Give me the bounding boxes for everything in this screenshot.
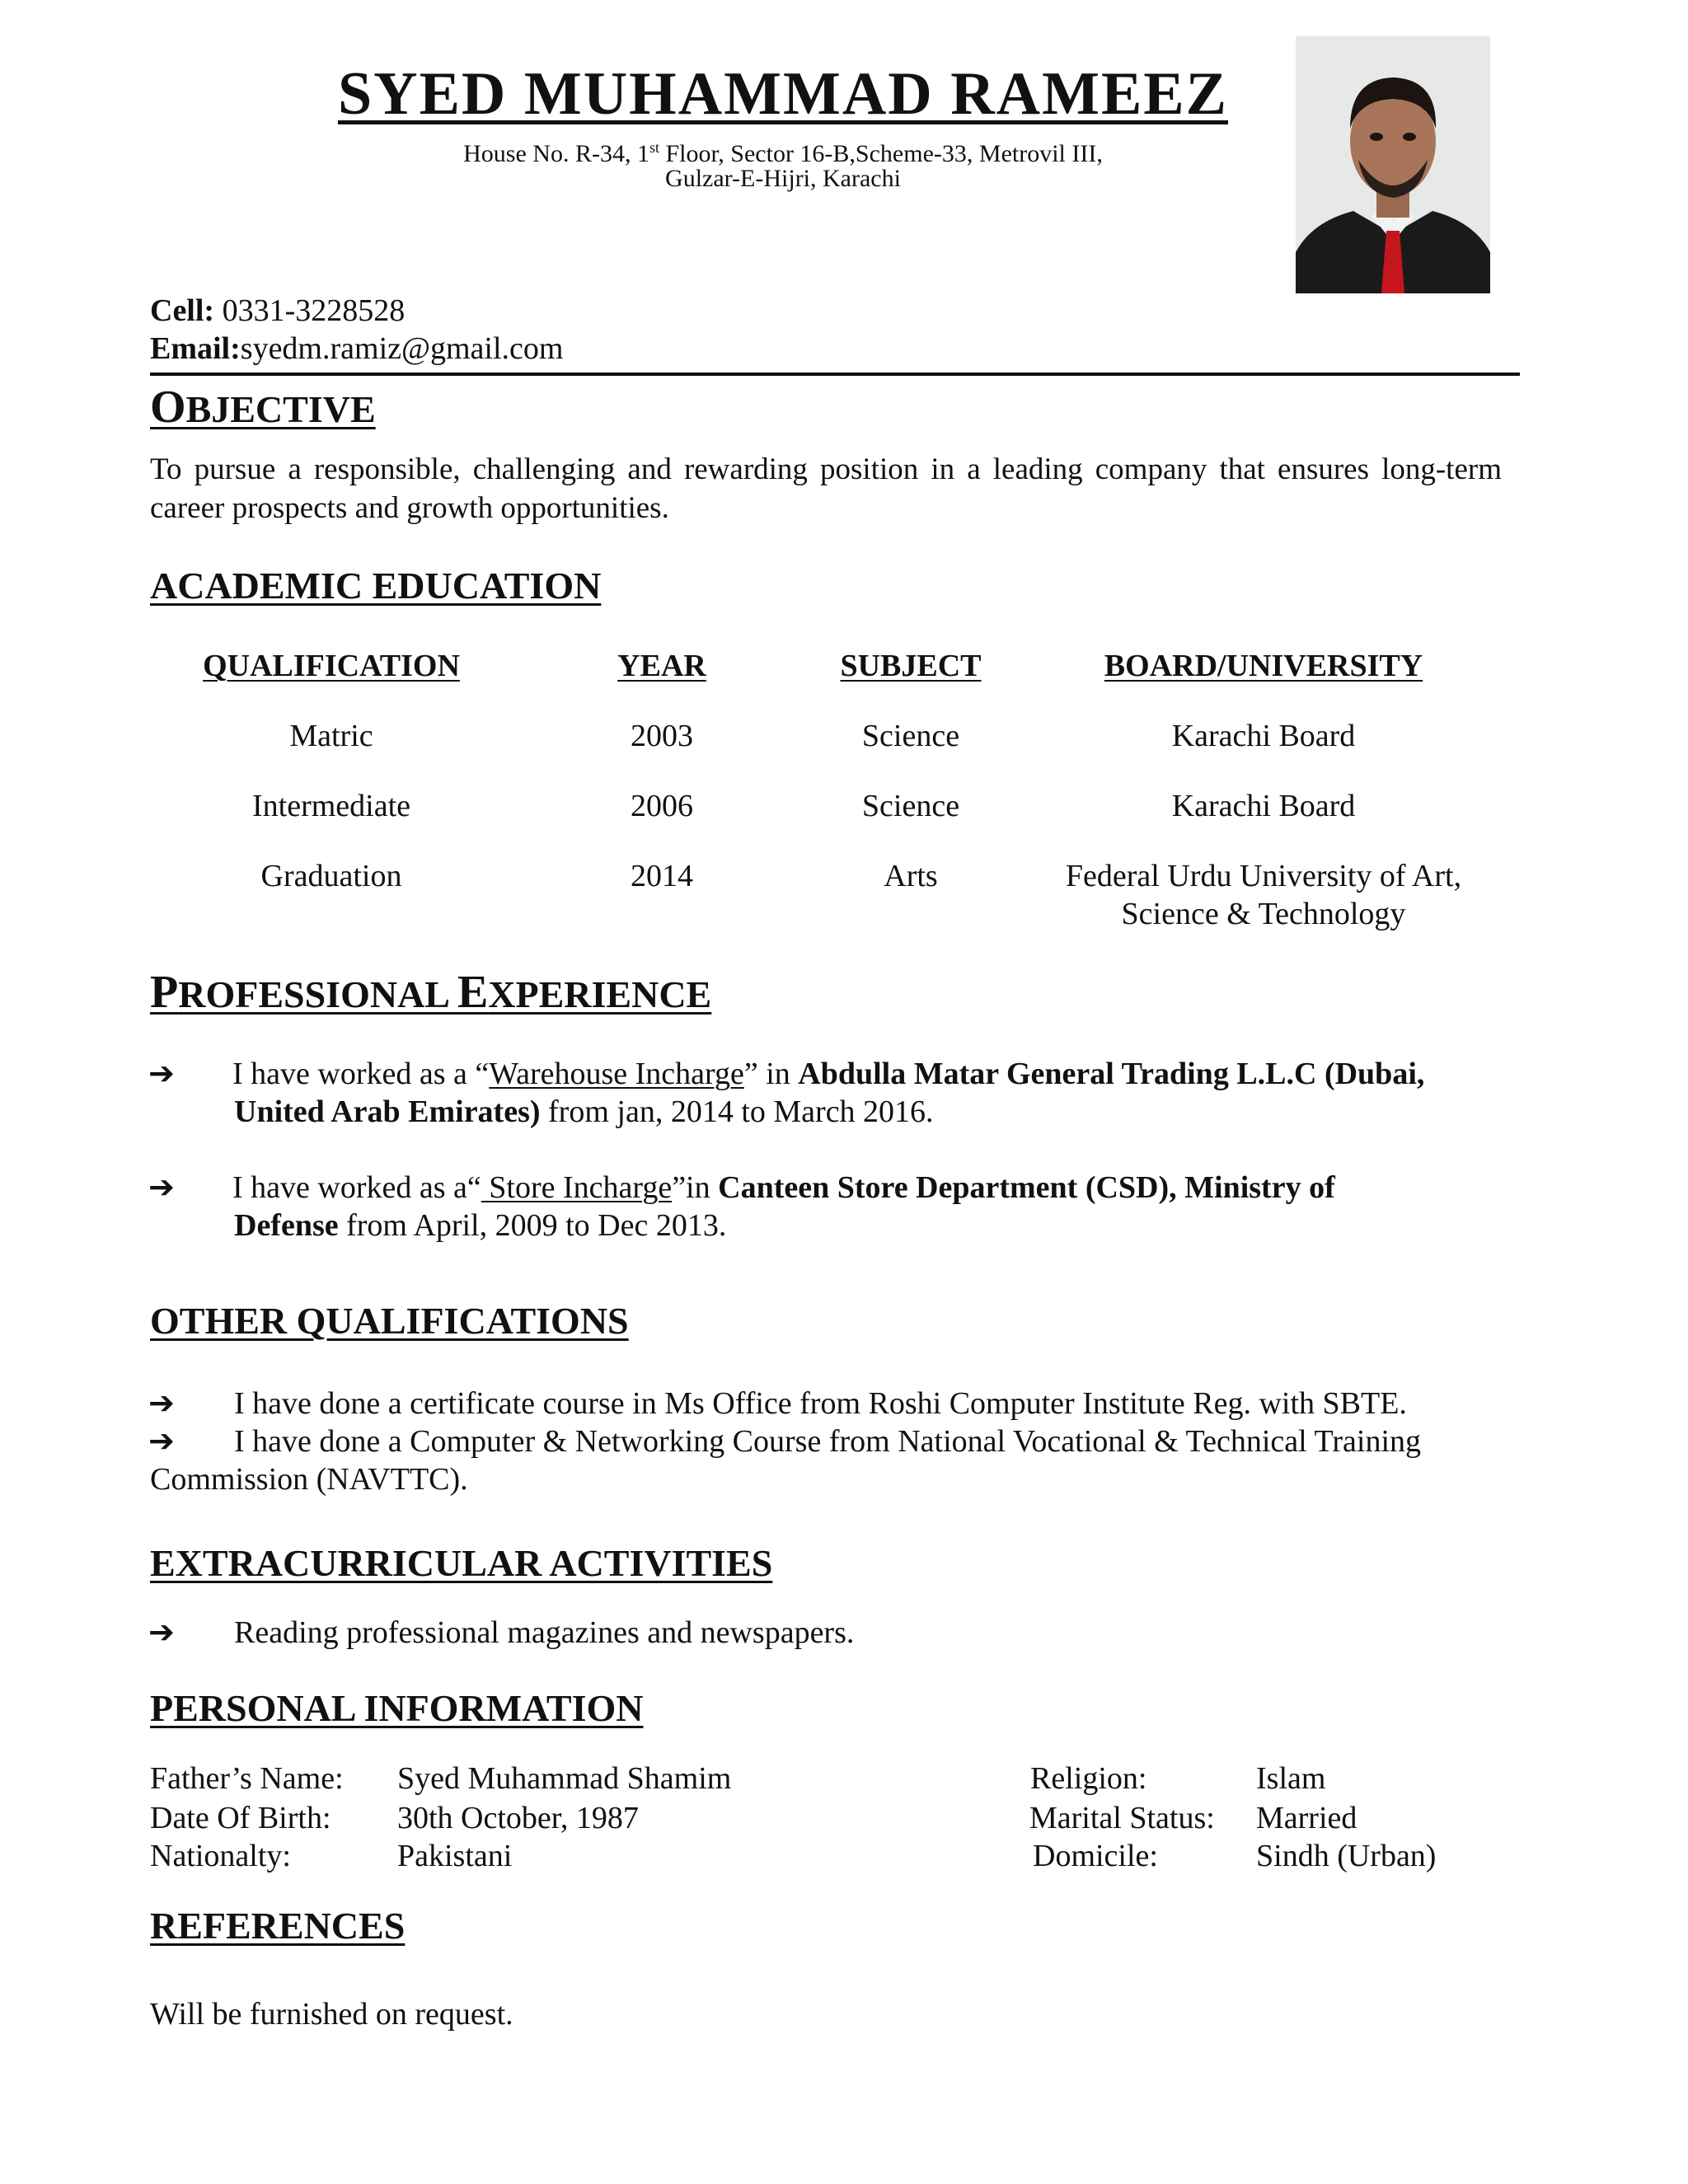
text: ” in [743,1057,799,1091]
table-cell: Arts [884,859,938,893]
heading-initial: O [150,382,186,433]
education-heading: ACADEMIC EDUCATION [150,565,602,607]
arrow-bullet-icon: ➔ [148,1614,175,1650]
column-header-board: BOARD/UNIVERSITY [1104,649,1423,683]
arrow-bullet-icon: ➔ [148,1385,175,1421]
arrow-bullet-icon: ➔ [148,1169,175,1205]
arrow-bullet-icon: ➔ [148,1422,175,1459]
address-superscript: st [649,139,659,156]
table-cell: Science [861,789,960,823]
heading-rest: ROFESSIONAL [178,973,457,1015]
company-name: United Arab Emirates) [234,1094,541,1129]
nationality-label: Nationalty: [150,1839,291,1873]
employment-dates: from April, 2009 to Dec 2013. [338,1208,727,1243]
personal-info-heading: PERSONAL INFORMATION [150,1687,644,1729]
candidate-name: SYED MUHAMMAD RAMEEZ [337,60,1229,128]
company-name: Abdulla Matar General Trading L.L.C (Dubai, [798,1057,1425,1091]
table-cell: Science [861,719,960,753]
cell-label: Cell: [150,293,215,328]
table-cell: 2006 [631,789,693,823]
cell-line [150,292,405,330]
table-cell: Federal Urdu University of Art, [1065,859,1462,893]
heading-rest: BJECTIVE [185,388,376,430]
table-cell: Intermediate [251,789,410,823]
table-cell: Matric [289,719,373,753]
person-portrait-icon [1296,36,1490,293]
extracurricular-heading: EXTRACURRICULAR ACTIVITIES [150,1542,773,1584]
arrow-bullet-icon: ➔ [148,1055,175,1091]
header-divider [150,373,1520,376]
cell-value: 0331-3228528 [214,293,406,328]
marital-status-label: Marital Status: [1029,1801,1215,1835]
dob-label: Date Of Birth: [150,1801,331,1835]
text: I have worked as a“ [232,1170,481,1205]
experience-item-1 [232,1055,1518,1093]
heading-initial: E [457,967,489,1018]
address-line-2: Gulzar-E-Hijri, Karachi [665,165,901,192]
address-part: Floor, Sector 16-B,Scheme-33, Metrovil III, [659,140,1103,167]
other-qualification-item-cont: Commission (NAVTTC). [150,1462,468,1497]
email-line [150,330,563,368]
religion-label: Religion: [1030,1761,1147,1796]
table-cell: Graduation [260,859,402,893]
fathers-name-label: Father’s Name: [150,1761,344,1796]
company-name: Defense [234,1208,339,1243]
text: I have worked as a “ [232,1057,490,1091]
column-header-subject: SUBJECT [840,649,982,683]
experience-item-2-cont [234,1207,726,1244]
table-cell-continuation: Science & Technology [1121,897,1406,931]
domicile-value: Sindh (Urban) [1256,1839,1437,1873]
profile-photo [1296,36,1490,293]
nationality-value: Pakistani [397,1839,513,1873]
experience-heading [150,966,711,1019]
experience-item-1-cont [234,1093,934,1131]
other-qualification-item: I have done a certificate course in Ms Office from Roshi Computer Institute Reg. with SBTE. [234,1386,1407,1421]
other-qualifications-heading: OTHER QUALIFICATIONS [150,1300,629,1342]
heading-rest: XPERIENCE [488,973,712,1015]
column-header-qualification: QUALIFICATION [203,649,460,683]
objective-text: To pursue a responsible, challenging and rewarding position in a leading company that ensures long-term career prospects and growth opportunities. [150,452,1502,525]
extracurricular-item: Reading professional magazines and newspapers. [234,1615,855,1650]
column-header-year: YEAR [617,649,706,683]
email-value[interactable]: syedm.ramiz@gmail.com [240,331,564,366]
email-label: Email: [150,331,241,366]
fathers-name-value: Syed Muhammad Shamim [397,1761,732,1796]
religion-value: Islam [1256,1761,1326,1796]
heading-initial: P [150,967,179,1018]
table-cell: Karachi Board [1171,719,1356,753]
marital-status-value: Married [1256,1801,1357,1835]
company-name: Canteen Store Department (CSD), Ministry of [718,1170,1335,1205]
table-cell: 2003 [631,719,693,753]
text: ”in [672,1170,719,1205]
objective-heading [150,381,376,434]
dob-value: 30th October, 1987 [397,1801,639,1835]
references-heading: REFERENCES [150,1905,406,1947]
domicile-label: Domicile: [1033,1839,1158,1873]
references-text: Will be furnished on request. [150,1997,513,2032]
experience-item-2 [232,1169,1518,1207]
other-qualification-item: I have done a Computer & Networking Course from National Vocational & Technical Training [234,1424,1422,1459]
job-title: Warehouse Incharge [489,1057,744,1091]
address-part: House No. R-34, 1 [463,140,649,167]
table-cell: Karachi Board [1171,789,1356,823]
employment-dates: from jan, 2014 to March 2016. [540,1094,934,1129]
job-title: Store Incharge [481,1170,673,1205]
table-cell: 2014 [631,859,693,893]
